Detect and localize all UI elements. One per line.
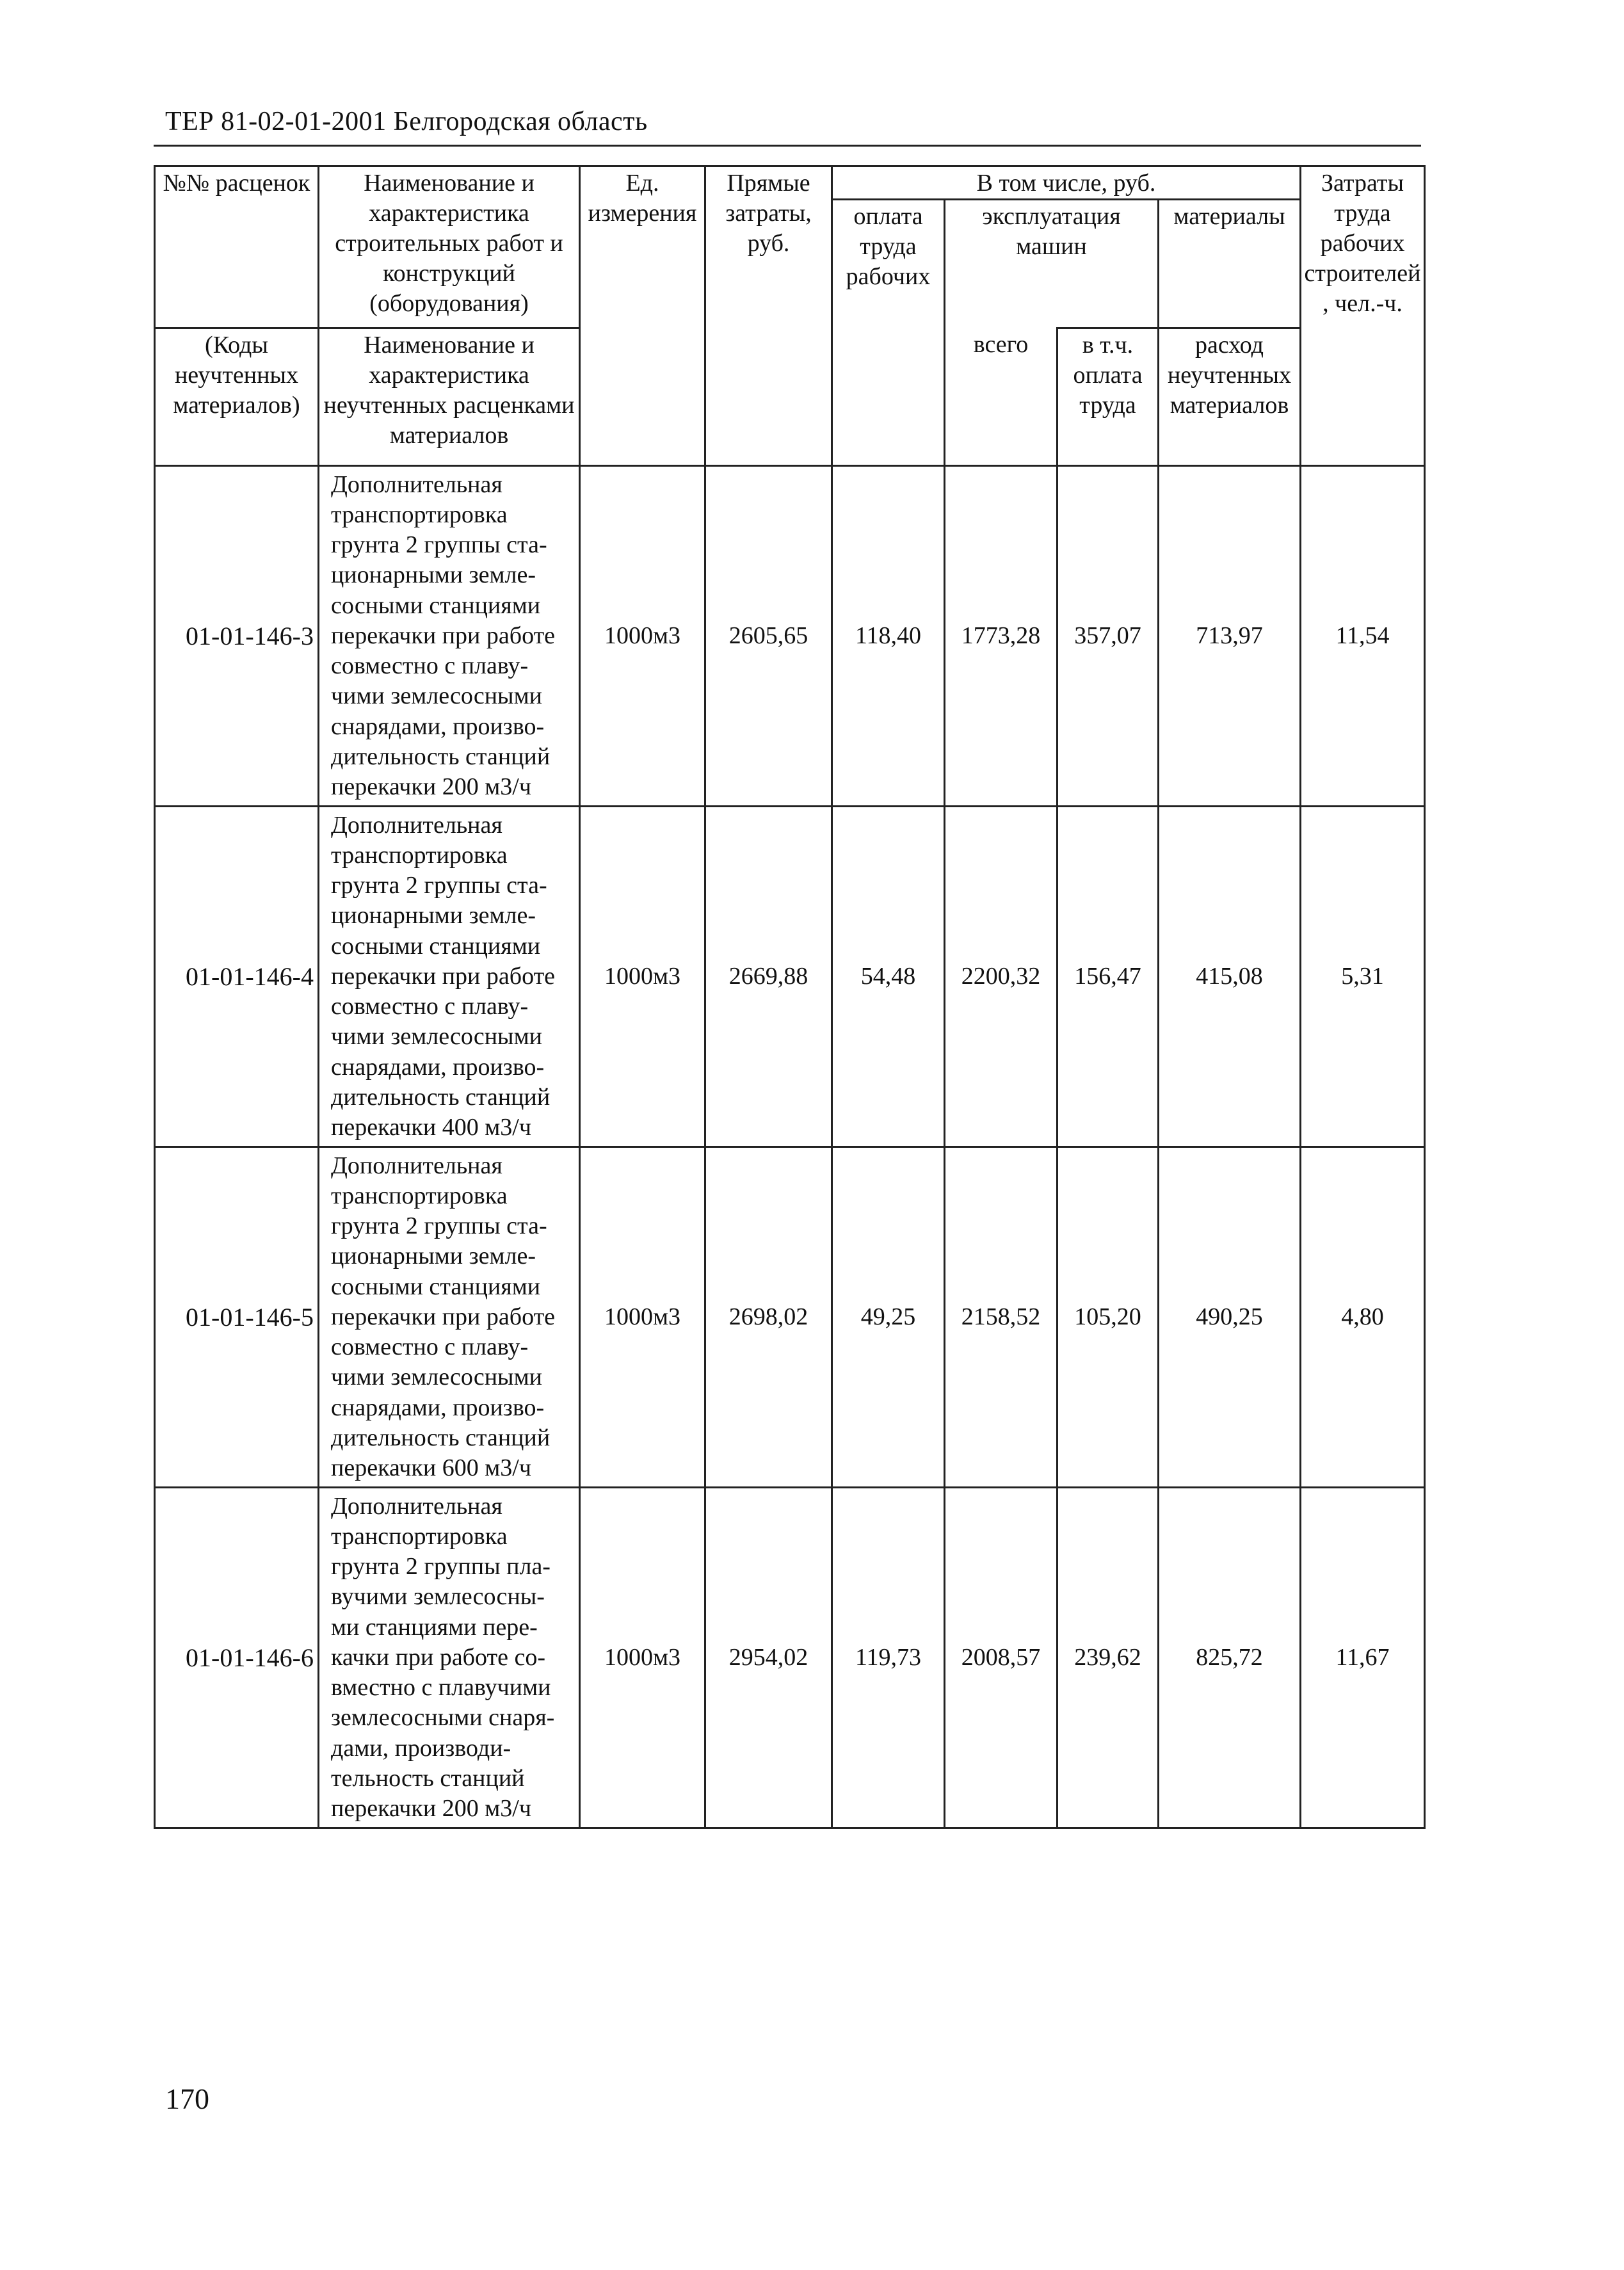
desc-line: транспортировка	[331, 842, 508, 869]
rate-code: 01-01-146-3	[155, 466, 319, 807]
col-header-direct: Прямые затраты, руб.	[705, 166, 832, 466]
col-header-unit: Ед. измерения	[580, 166, 705, 466]
rate-description	[319, 1147, 580, 1488]
desc-line: ционарными земле-	[331, 1243, 536, 1270]
machines-total-cell: 1773,28	[945, 466, 1057, 807]
desc-line: грунта 2 группы ста-	[331, 531, 547, 559]
table-row	[155, 807, 1425, 1147]
rate-description	[319, 807, 580, 1147]
desc-line: тельность станций	[331, 1764, 525, 1792]
machines-wages-cell: 156,47	[1057, 807, 1159, 1147]
desc-line: перекачки при работе	[331, 962, 556, 990]
desc-line: Дополнительная	[331, 1492, 502, 1520]
unit-cell: 1000м3	[580, 1147, 705, 1488]
col-header-machines: эксплуатация машин	[945, 200, 1159, 328]
rates-table	[154, 165, 1426, 1829]
subheader-codes: (Коды неучтенных материалов)	[155, 328, 319, 466]
desc-line: снарядами, произво-	[331, 712, 545, 740]
desc-line: снарядами, произво-	[331, 1053, 545, 1081]
subheader-name: Наименование и характеристика неучтенных расценками материалов	[319, 328, 580, 466]
direct-cost-cell: 2954,02	[705, 1488, 832, 1828]
rate-code: 01-01-146-5	[155, 1147, 319, 1488]
page-header-title: ТЕР 81-02-01-2001 Белгородская область	[165, 107, 648, 136]
desc-line: Дополнительная	[331, 811, 502, 839]
desc-line: совместно с плаву-	[331, 993, 529, 1020]
desc-line: ционарными земле-	[331, 561, 536, 589]
col-header-name: Наименование и характеристика строительных работ и конструкций (оборудования)	[319, 166, 580, 328]
desc-line: грунта 2 группы ста-	[331, 1212, 547, 1240]
unit-cell: 1000м3	[580, 466, 705, 807]
subheader-machines-total: всего	[945, 328, 1057, 466]
machines-total-cell: 2008,57	[945, 1488, 1057, 1828]
desc-line: перекачки 200 м3/ч	[331, 1794, 531, 1822]
desc-line: чими землесосными	[331, 1364, 542, 1391]
wages-cell: 49,25	[832, 1147, 945, 1488]
desc-line: снарядами, произво-	[331, 1394, 545, 1421]
machines-wages-cell: 105,20	[1057, 1147, 1159, 1488]
machines-total-cell: 2158,52	[945, 1147, 1057, 1488]
col-header-materials: материалы	[1159, 200, 1301, 328]
materials-cell: 713,97	[1159, 466, 1301, 807]
desc-line: ционарными земле-	[331, 902, 536, 930]
unit-cell: 1000м3	[580, 807, 705, 1147]
desc-line: сосными станциями	[331, 932, 541, 960]
desc-line: совместно с плаву-	[331, 652, 529, 680]
direct-cost-cell: 2605,65	[705, 466, 832, 807]
rate-description	[319, 1488, 580, 1828]
desc-line: чими землесосными	[331, 1023, 542, 1050]
machines-wages-cell: 357,07	[1057, 466, 1159, 807]
labor-cell: 5,31	[1301, 807, 1425, 1147]
desc-line: качки при работе со-	[331, 1643, 546, 1671]
desc-line: перекачки 400 м3/ч	[331, 1113, 531, 1141]
wages-cell: 119,73	[832, 1488, 945, 1828]
desc-line: перекачки при работе	[331, 1303, 556, 1330]
desc-line: перекачки 200 м3/ч	[331, 773, 531, 800]
desc-line: транспортировка	[331, 1523, 508, 1550]
page-number: 170	[165, 2082, 209, 2115]
desc-line: дительность станций	[331, 1424, 551, 1451]
header-rule	[154, 145, 1421, 147]
subheader-materials-consumption: расход неучтенных материалов	[1159, 328, 1301, 466]
header-row-1	[155, 166, 1425, 200]
rate-description	[319, 466, 580, 807]
desc-line: дительность станций	[331, 743, 551, 770]
subheader-machines-wages: в т.ч. оплата труда	[1057, 328, 1159, 466]
table-row	[155, 466, 1425, 807]
labor-cell: 11,67	[1301, 1488, 1425, 1828]
desc-line: перекачки при работе	[331, 622, 556, 649]
desc-line: дительность станций	[331, 1083, 551, 1111]
desc-line: совместно с плаву-	[331, 1333, 529, 1361]
desc-line: сосными станциями	[331, 1273, 541, 1300]
desc-line: чими землесосными	[331, 682, 542, 710]
col-header-including: В том числе, руб.	[832, 166, 1301, 200]
desc-line: транспортировка	[331, 501, 508, 529]
direct-cost-cell: 2698,02	[705, 1147, 832, 1488]
desc-line: грунта 2 группы ста-	[331, 872, 547, 899]
desc-line: ми станциями пере-	[331, 1613, 538, 1641]
table-row	[155, 1488, 1425, 1828]
desc-line: Дополнительная	[331, 471, 502, 498]
wages-cell: 118,40	[832, 466, 945, 807]
rate-code: 01-01-146-6	[155, 1488, 319, 1828]
desc-line: перекачки 600 м3/ч	[331, 1454, 531, 1481]
rate-code: 01-01-146-4	[155, 807, 319, 1147]
materials-cell: 490,25	[1159, 1147, 1301, 1488]
labor-cell: 11,54	[1301, 466, 1425, 807]
desc-line: вместно с плавучими	[331, 1674, 551, 1702]
machines-wages-cell: 239,62	[1057, 1488, 1159, 1828]
wages-cell: 54,48	[832, 807, 945, 1147]
col-header-wages: оплата труда рабочих	[832, 200, 945, 466]
desc-line: транспортировка	[331, 1182, 508, 1210]
desc-line: землесосными снаря-	[331, 1704, 555, 1732]
desc-line: грунта 2 группы пла-	[331, 1553, 551, 1581]
desc-line: сосными станциями	[331, 592, 541, 619]
desc-line: вучими землесосны-	[331, 1583, 545, 1611]
table-row	[155, 1147, 1425, 1488]
desc-line: дами, производи-	[331, 1734, 511, 1762]
direct-cost-cell: 2669,88	[705, 807, 832, 1147]
materials-cell: 825,72	[1159, 1488, 1301, 1828]
desc-line: Дополнительная	[331, 1152, 502, 1179]
materials-cell: 415,08	[1159, 807, 1301, 1147]
labor-cell: 4,80	[1301, 1147, 1425, 1488]
col-header-labor: Затраты труда рабочих строителей, чел.-ч.	[1301, 166, 1425, 466]
unit-cell: 1000м3	[580, 1488, 705, 1828]
machines-total-cell: 2200,32	[945, 807, 1057, 1147]
col-header-code: №№ расценок	[155, 166, 319, 328]
